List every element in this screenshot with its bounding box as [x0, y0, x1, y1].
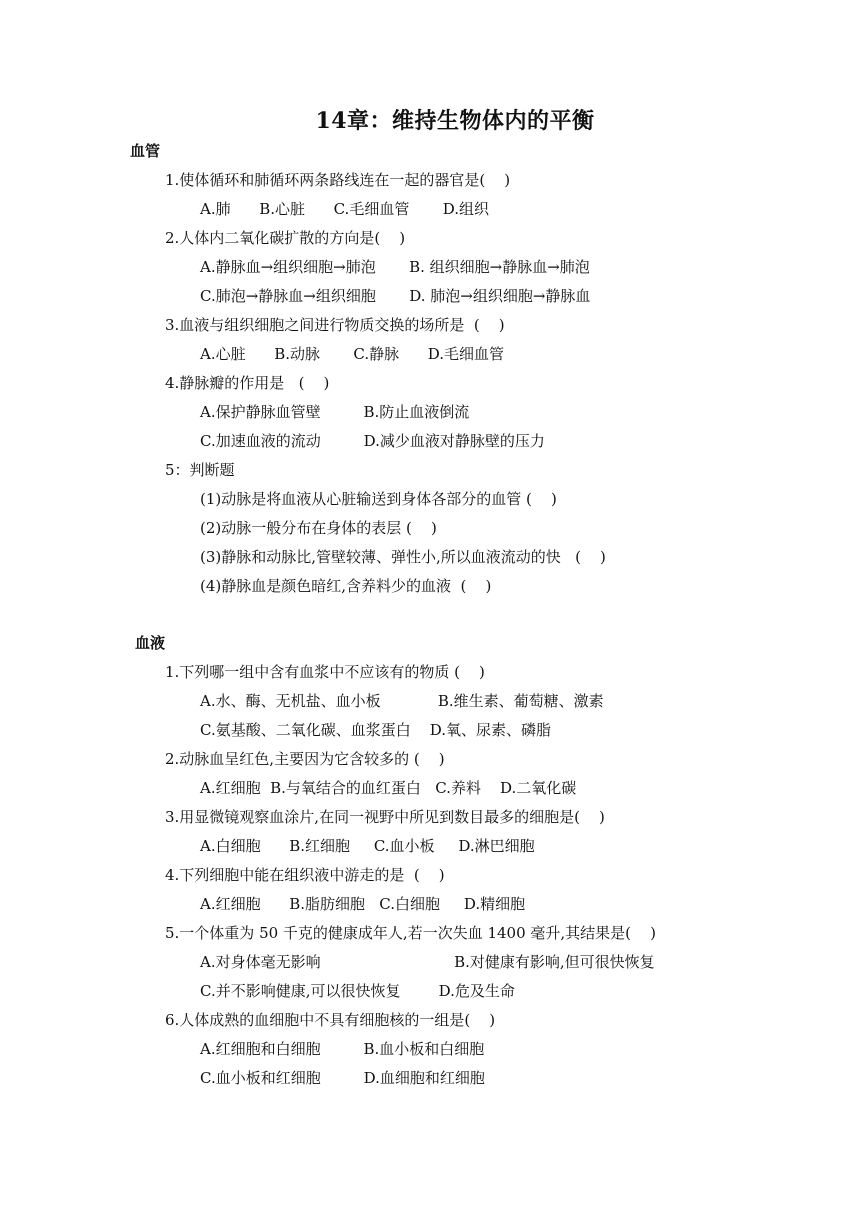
- question-line: 5：判断题: [165, 461, 235, 479]
- judgment-item: (1)动脉是将血液从心脏输送到身体各部分的血管 ( ): [200, 490, 557, 508]
- section-heading-blood: 血液: [135, 634, 166, 652]
- option-line: C.并不影响健康,可以很快恢复 D.危及生命: [200, 982, 515, 1000]
- question-line: 4.静脉瓣的作用是 ( ): [165, 374, 330, 392]
- question-line: 4.下列细胞中能在组织液中游走的是 ( ): [165, 866, 445, 884]
- option-line: A.红细胞 B.脂肪细胞 C.白细胞 D.精细胞: [200, 895, 526, 913]
- section-heading-blood-vessels: 血管: [130, 142, 161, 160]
- judgment-item: (2)动脉一般分布在身体的表层 ( ): [200, 519, 437, 537]
- option-line: A.心脏 B.动脉 C.静脉 D.毛细血管: [200, 345, 504, 363]
- option-line: C.加速血液的流动 D.减少血液对静脉壁的压力: [200, 432, 545, 450]
- option-line: A.红细胞和白细胞 B.血小板和白细胞: [200, 1040, 485, 1058]
- option-line: A.保护静脉血管壁 B.防止血液倒流: [200, 403, 470, 421]
- option-line: A.水、酶、无机盐、血小板 B.维生素、葡萄糖、激素: [200, 692, 604, 710]
- judgment-item: (3)静脉和动脉比,管壁较薄、弹性小,所以血液流动的快 ( ): [200, 548, 606, 566]
- page-title: 14章：维持生物体内的平衡: [315, 108, 595, 134]
- option-line: A.白细胞 B.红细胞 C.血小板 D.淋巴细胞: [200, 837, 535, 855]
- option-line: A.对身体毫无影响 B.对健康有影响,但可很快恢复: [200, 953, 655, 971]
- option-line: A.红细胞 B.与氧结合的血红蛋白 C.养料 D.二氧化碳: [200, 779, 577, 797]
- question-line: 6.人体成熟的血细胞中不具有细胞核的一组是( ): [165, 1011, 496, 1029]
- option-line: A.肺 B.心脏 C.毛细血管 D.组织: [200, 200, 489, 218]
- option-line: A.静脉血→组织细胞→肺泡 B. 组织细胞→静脉血→肺泡: [200, 258, 590, 276]
- question-line: 1.下列哪一组中含有血浆中不应该有的物质 ( ): [165, 663, 485, 681]
- question-line: 3.用显微镜观察血涂片,在同一视野中所见到数目最多的细胞是( ): [165, 808, 605, 826]
- option-line: C.肺泡→静脉血→组织细胞 D. 肺泡→组织细胞→静脉血: [200, 287, 591, 305]
- option-line: C.氨基酸、二氧化碳、血浆蛋白 D.氧、尿素、磷脂: [200, 721, 552, 739]
- question-line: 1.使体循环和肺循环两条路线连在一起的器官是( ): [165, 171, 511, 189]
- option-line: C.血小板和红细胞 D.血细胞和红细胞: [200, 1069, 485, 1087]
- question-line: 5.一个体重为 50 千克的健康成年人,若一次失血 1400 毫升,其结果是( ): [165, 924, 656, 942]
- judgment-item: (4)静脉血是颜色暗红,含养料少的血液 ( ): [200, 577, 492, 595]
- question-line: 3.血液与组织细胞之间进行物质交换的场所是 ( ): [165, 316, 505, 334]
- question-line: 2.人体内二氧化碳扩散的方向是( ): [165, 229, 406, 247]
- question-line: 2.动脉血呈红色,主要因为它含较多的 ( ): [165, 750, 445, 768]
